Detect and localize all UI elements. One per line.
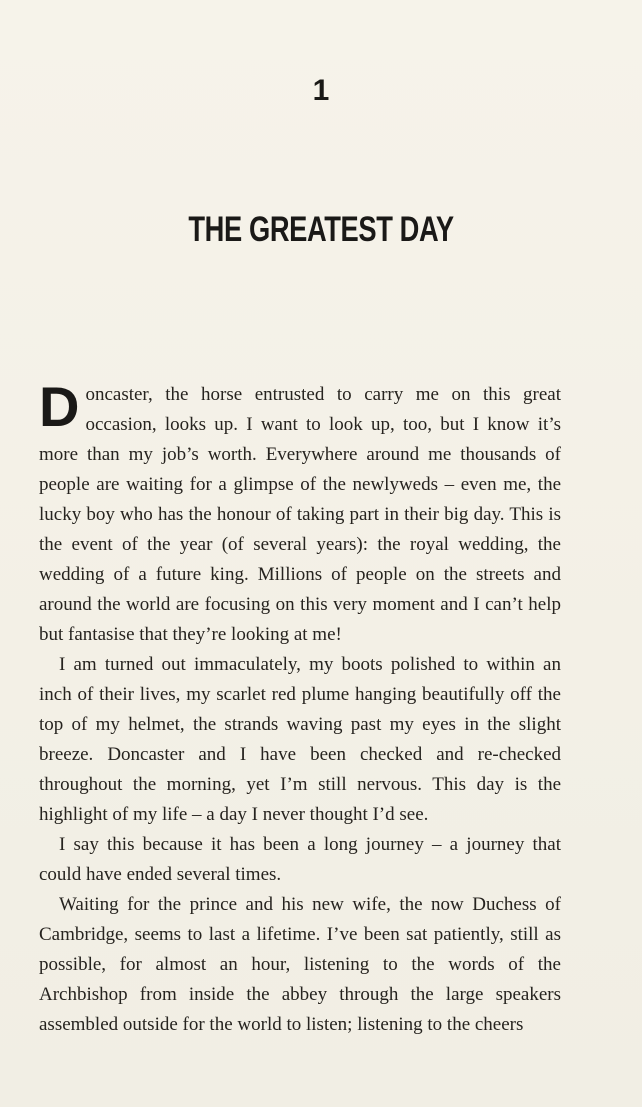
paragraph-4: Waiting for the prince and his new wife, the now Duchess of Cambridge, seems to last a lifetime. I’ve been sat patiently, still as possible, for almost an hour, listening to the words of the Archbishop from inside the abbey through the large speakers assembled outside for the world to listen; listening to the cheers [39, 894, 561, 1035]
chapter-number: 1 [312, 74, 330, 107]
drop-cap: D [39, 375, 80, 438]
paragraph-3: I say this because it has been a long journey – a journey that could have ended several times. [39, 834, 561, 885]
chapter-body [39, 375, 561, 1040]
paragraph-1 [39, 375, 561, 650]
paragraph-2: I am turned out immaculately, my boots polished to within an inch of their lives, my scarlet red plume hanging beautifully off the top of my helmet, the strands waving past my eyes in the slight breeze. Doncaster and I have been checked and re-checked throughout the morning, yet I’m still nervous. This day is the highlight of my life – a day I never thought I’d see. [39, 654, 561, 825]
chapter-title: THE GREATEST DAY [188, 210, 454, 249]
paragraph-1-text: oncaster, the horse entrusted to carry me on this great occasion, looks up. I want to look up, too, but I know it’s more than my job’s worth. Everywhere around me thousands of people are waiting for a glimpse of the newlyweds – even me, the lucky boy who has the honour of taking part in their big day. This is the event of the year (of several years): the royal wedding, the wedding of a future king. Millions of people on the streets and around the world are focusing on this very moment and I can’t help but fantasise that they’re looking at me! [39, 384, 561, 645]
